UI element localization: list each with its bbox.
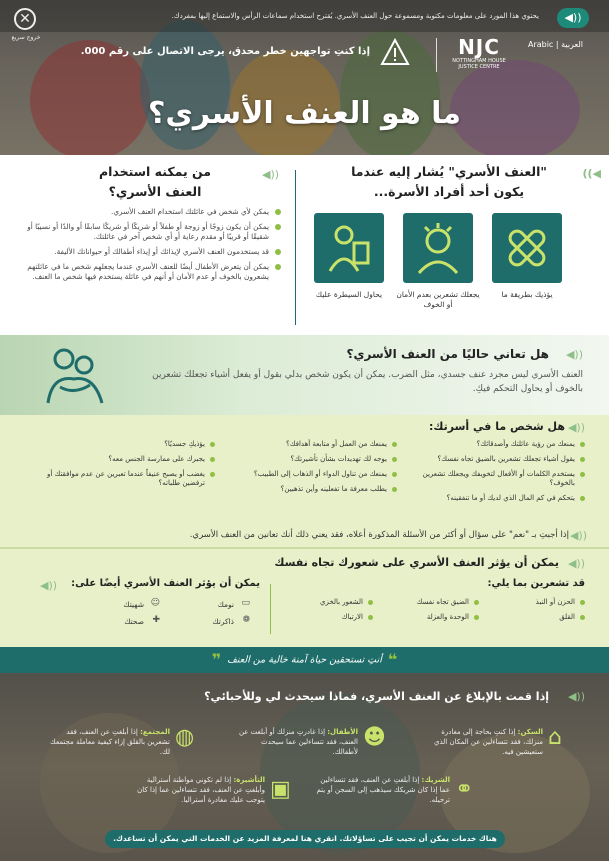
reporting-group <box>50 727 170 757</box>
language-selector[interactable]: Arabic | العربية <box>527 40 583 49</box>
box-label: يؤذيك بطريقة ما <box>501 290 553 299</box>
list-item: يغضب أو يصبح عنيفاً عندما تعبرين عن عدم موافقتك أو ترفضين طلباته؟ <box>25 470 215 488</box>
list-item: يقول أشياء تجعلك تشعرين بالضيق تجاه نفسك؟ <box>410 455 585 464</box>
smile-icon: ☺ <box>150 598 160 608</box>
list-item <box>170 617 250 626</box>
quote-close-icon: ❞ <box>211 650 222 669</box>
list-item: يمنعك من تناول الدواء أو الذهاب إلى الطبيب؟ <box>227 470 397 479</box>
list-item: يؤذيكِ جسديًا؟ <box>25 440 215 449</box>
njc-logo <box>449 36 509 70</box>
definition-heading-line: يكون أحد أفراد الأسرة... <box>373 184 525 199</box>
audio-speaker-icon[interactable]: ◀)) <box>567 421 585 434</box>
list-item: الشعور بالخزي <box>283 598 373 607</box>
quick-exit-label: خروج سريع <box>11 34 41 41</box>
emergency-warning: إذا كنتِ تواجهين خطر محدق، يرجى الاتصال على رقم 000. <box>80 46 370 57</box>
community-icon: ◍ <box>175 725 195 750</box>
list-item: الحزن أو النبذ <box>485 598 585 607</box>
list-item: يتحكم في كم المال الذي لديك أو ما تنفقينه؟ <box>410 494 585 503</box>
checklist-footer: إذا أجبتِ بـ "نعم" على سؤال أو أكثر من الأسئلة المذكورة أعلاه، فقد يعني ذلك أنك تعانين من العنف الأسري. <box>189 530 569 540</box>
bed-icon: ▭ <box>241 598 250 608</box>
definition-heading-line: "العنف الأسري" يُشار إليه عندما <box>351 164 547 179</box>
audio-play-icon[interactable]: ◀)) <box>557 8 589 28</box>
group-heading: السكن: <box>517 728 543 736</box>
feelings-column <box>379 598 479 628</box>
list-item: يمنعك من العمل أو متابعة أهدافك؟ <box>227 440 397 449</box>
list-item: قد يستخدمون العنف الأسري لإيذائك أو إيذاء أطفالك أو حيواناتك الأليفة. <box>26 247 281 257</box>
list-item <box>80 600 160 609</box>
group-text: إذا غادرتِ منزلك أو أبلغت عن العنف، فقد تتساءلين عما سيحدث لأطفالك. <box>238 728 358 756</box>
feelings-divider <box>270 584 271 634</box>
audio-speaker-icon[interactable]: ◀)) <box>569 529 587 542</box>
section-divider <box>295 170 296 325</box>
quote-banner <box>0 647 609 673</box>
list-item <box>170 600 250 609</box>
visa-icon: ▣ <box>270 777 291 802</box>
group-text: إذا أبلغتِ عن العنف، فقد تتساءلين عما إذا كان شريكك سيذهب إلى السجن أو يتم ترحيله. <box>316 776 450 804</box>
warning-icon <box>380 38 410 66</box>
experiencing-body: العنف الأسري ليس مجرد عنف جسدي، مثل الضرب. يمكن أن يكون شخص بدلي بقول أو يفعل أشياء تجعلك تشعرين بالخوف أو يحاول التحكم فيكِ. <box>152 370 583 394</box>
brain-icon: ❁ <box>242 615 250 625</box>
group-heading: المجتمع: <box>140 728 170 736</box>
audio-speaker-icon[interactable]: ◀)) <box>567 557 585 570</box>
header-divider <box>436 38 437 72</box>
list-item: القلق <box>485 613 585 622</box>
group-heading: الشريك: <box>421 776 450 784</box>
audio-speaker-icon[interactable]: ◀)) <box>40 579 58 592</box>
feelings-column <box>485 598 585 628</box>
affect-label: شهيتك <box>123 600 144 609</box>
box-label: يجعلك تشعرين بعدم الأمان أو الخوف <box>396 290 480 309</box>
list-item: يمكن لأي شخص في عائلتك استخدام العنف الأسري. <box>26 207 281 217</box>
checklist-column <box>410 440 585 509</box>
list-item: يستخدم الكلمات أو الأفعال لتخويفك ويجعلك تشعرين بالخوف؟ <box>410 470 585 488</box>
reporting-group <box>428 727 543 757</box>
page-title: ما هو العنف الأسري؟ <box>148 96 461 131</box>
controlling-person-icon <box>314 213 384 283</box>
experiencing-title: هل تعاني حاليًا من العنف الأسري؟ <box>346 347 549 361</box>
audio-speaker-icon[interactable]: ◀)) <box>567 690 585 703</box>
list-item: الضيق تجاه نفسك <box>379 598 479 607</box>
audio-speaker-icon[interactable]: ◀)) <box>582 167 601 180</box>
reporting-group <box>310 775 450 805</box>
list-item: يمنعك من رؤية عائلتك وأصدقائك؟ <box>410 440 585 449</box>
list-item: يجبرك على ممارسة الجنس معه؟ <box>25 455 215 464</box>
list-item <box>80 617 160 626</box>
affects-column <box>170 600 250 634</box>
group-heading: الأطفال: <box>327 728 358 736</box>
quote-text: أنتِ تستحقين حياة آمنة خالية من العنف <box>227 654 382 666</box>
definition-heading <box>319 162 601 202</box>
health-icon: ✚ <box>152 615 160 625</box>
children-icon: ☻ <box>363 725 386 750</box>
house-icon: ⌂ <box>548 725 562 750</box>
box-label: يحاول السيطرة عليك <box>315 290 383 299</box>
checklist-column <box>227 440 397 500</box>
hugging-people-icon <box>40 345 110 405</box>
rings-icon: ⚭ <box>455 777 474 802</box>
quick-exit-button[interactable]: ✕ <box>14 8 36 30</box>
who-list <box>26 207 281 287</box>
audio-speaker-icon[interactable]: ◀)) <box>565 348 583 361</box>
reporting-group <box>125 775 265 805</box>
who-can-use-heading <box>40 162 270 202</box>
services-link-button[interactable]: هناك خدمات يمكن أن تجيب على تساؤلاتك. انقري هنا لمعرفة المزيد عن الخدمات التي يمكن أن تساعدك. <box>105 830 505 848</box>
bandage-icon <box>492 213 562 283</box>
affects-column <box>80 600 160 634</box>
list-item: يمكن أن يتعرض الأطفال أيضًا للعنف الأسري عندما يجعلهم شخص ما في عائلتهم يشعرون بالخوف أو عدم الأمان أو أنهم في عائلة يستخدم فيها شخص ما العنف. <box>26 262 281 282</box>
feelings-column <box>283 598 373 628</box>
quote-open-icon: ❝ <box>387 650 398 669</box>
njc-logo-subtext: NOTTINGHAM HOUSE JUSTICE CENTRE <box>452 58 506 70</box>
affect-label: ذاكرتك <box>212 617 234 626</box>
group-text: إذا لم تكوني مواطنة أسترالية وأبلغتِ عن العنف، فقد تتساءلين عما إذا كان يتوجب عليك مغادرة أستراليا. <box>137 776 265 804</box>
feelings-subtitle: قد تشعرين بما يلي: <box>487 578 585 589</box>
affects-subtitle: يمكن أن يؤثر العنف الأسري أيضًا على: <box>71 578 260 589</box>
checklist-column <box>25 440 215 494</box>
audio-speaker-icon[interactable]: ◀)) <box>262 168 280 181</box>
list-item: يطلب معرفة ما تفعلينه وأين تذهبين؟ <box>227 485 397 494</box>
reporting-title: إذا قمت بالإبلاغ عن العنف الأسري، فماذا سيحدث لي وللأحبائي؟ <box>204 690 549 703</box>
affect-label: صحتك <box>124 617 144 626</box>
distressed-person-icon <box>403 213 473 283</box>
affect-label: نومك <box>217 600 234 609</box>
group-heading: التأشيرة: <box>233 776 265 784</box>
who-heading-line: العنف الأسري؟ <box>108 184 202 199</box>
group-text: إذا أبلغتِ عن العنف، فقد تشعرين بالقلق إزاء كيفية معاملة مجتمعك لك. <box>50 728 170 756</box>
list-item: الوحدة والعزلة <box>379 613 479 622</box>
feelings-title: يمكن أن يؤثر العنف الأسري على شعورك تجاه نفسك <box>274 556 559 569</box>
checklist-title: هل شخص ما في أسرتك: <box>429 420 565 433</box>
list-item: يمكن أن يكون زوجًا أو زوجة أو طفلاً أو شريكًا أو شريكًا سابقًا أو والدًا أو نسيبًا أو شقيقًا أو قريبًا أو مقدم رعاية أو أي شخص آخر في عائلتك. <box>26 222 281 242</box>
group-text: إذا كنتِ بحاجة إلى مغادرة منزلك، فقد تتساءلين عن المكان الذي ستعيشين فيه. <box>433 728 543 756</box>
njc-logo-text: NJC <box>458 35 500 59</box>
list-item: يوجه لك تهديدات بشأن تأشيرتك؟ <box>227 455 397 464</box>
who-heading-line: من يمكنه استخدام <box>98 164 212 179</box>
header-banner <box>0 0 609 155</box>
audio-notice-text: يحتوي هذا المورد على معلومات مكتوبة ومسموعة حول العنف الأسري. يُقترح استخدام سماعات الرأس والاستماع إليها بمفردك. <box>171 12 539 20</box>
reporting-group <box>238 727 358 757</box>
list-item: الارتباك <box>283 613 373 622</box>
